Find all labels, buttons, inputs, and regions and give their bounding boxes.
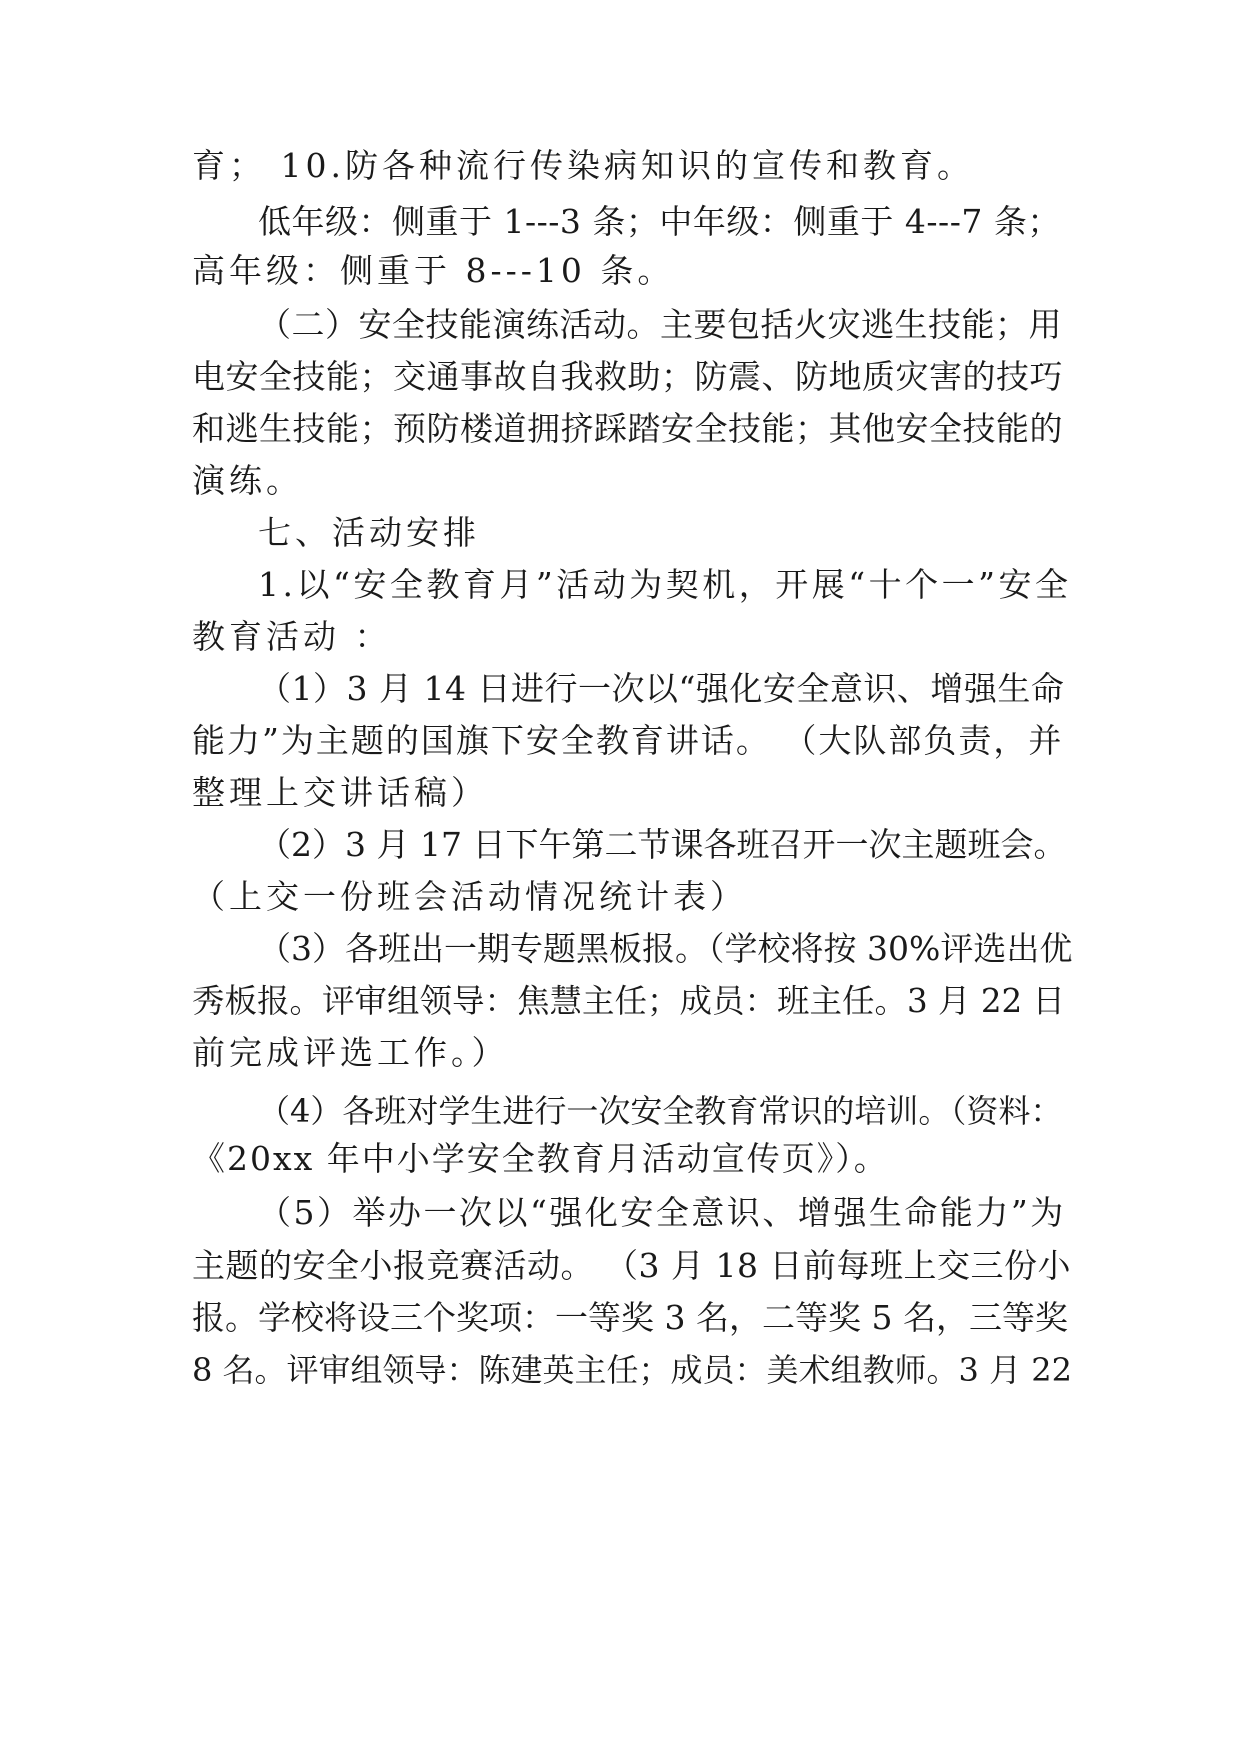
text-line-19: （4）各班对学生进行一次安全教育常识的培训。（资料： — [258, 1092, 1063, 1130]
text-line-15: （上交一份班会活动情况统计表） — [192, 877, 747, 916]
text-line-17: 秀板报。评审组领导：焦慧主任；成员：班主任。3 月 22 日 — [192, 982, 1066, 1020]
text-line-23: 报。学校将设三个奖项：一等奖 3 名，二等奖 5 名，三等奖 — [192, 1298, 1068, 1337]
text-line-10: 教育活动 ： — [192, 617, 392, 656]
text-line-9: 1.以“安全教育月”活动为契机，开展“十个一”安全 — [258, 565, 1072, 604]
text-line-22: 主题的安全小报竞赛活动。 （3 月 18 日前每班上交三份小 — [192, 1246, 1071, 1285]
text-line-7: 演练。 — [192, 461, 303, 500]
text-line-21: （5）举办一次以“强化安全意识、增强生命能力”为 — [258, 1193, 1066, 1232]
text-line-2: 低年级：侧重于 1---3 条；中年级：侧重于 4---7 条； — [258, 202, 1061, 241]
text-line-6: 和逃生技能；预防楼道拥挤踩踏安全技能；其他安全技能的 — [192, 409, 1063, 448]
text-line-20: 《20xx 年中小学安全教育月活动宣传页》）。 — [192, 1139, 889, 1178]
text-line-11: （1）3 月 14 日进行一次以“强化安全意识、增强生命 — [258, 669, 1065, 708]
text-line-13: 整理上交讲话稿） — [192, 773, 488, 812]
text-line-12: 能力”为主题的国旗下安全教育讲话。 （大队部负责，并 — [192, 721, 1064, 760]
text-line-14: （2）3 月 17 日下午第二节课各班召开一次主题班会。 — [258, 825, 1067, 864]
section-heading: 七、活动安排 — [258, 513, 480, 552]
text-line-4: （二）安全技能演练活动。主要包括火灾逃生技能；用 — [258, 305, 1062, 344]
text-line-24: 8 名。评审组领导：陈建英主任；成员：美术组教师。3 月 22 — [192, 1351, 1072, 1389]
text-line-16: （3）各班出一期专题黑板报。（学校将按 30%评选出优 — [258, 929, 1073, 968]
text-line-5: 电安全技能；交通事故自我救助；防震、防地质灾害的技巧 — [192, 357, 1063, 396]
text-line-18: 前完成评选工作。） — [192, 1033, 509, 1072]
text-line-1: 育； 10.防各种流行传染病知识的宣传和教育。 — [192, 146, 974, 185]
text-line-3: 高年级：侧重于 8---10 条。 — [192, 251, 675, 290]
